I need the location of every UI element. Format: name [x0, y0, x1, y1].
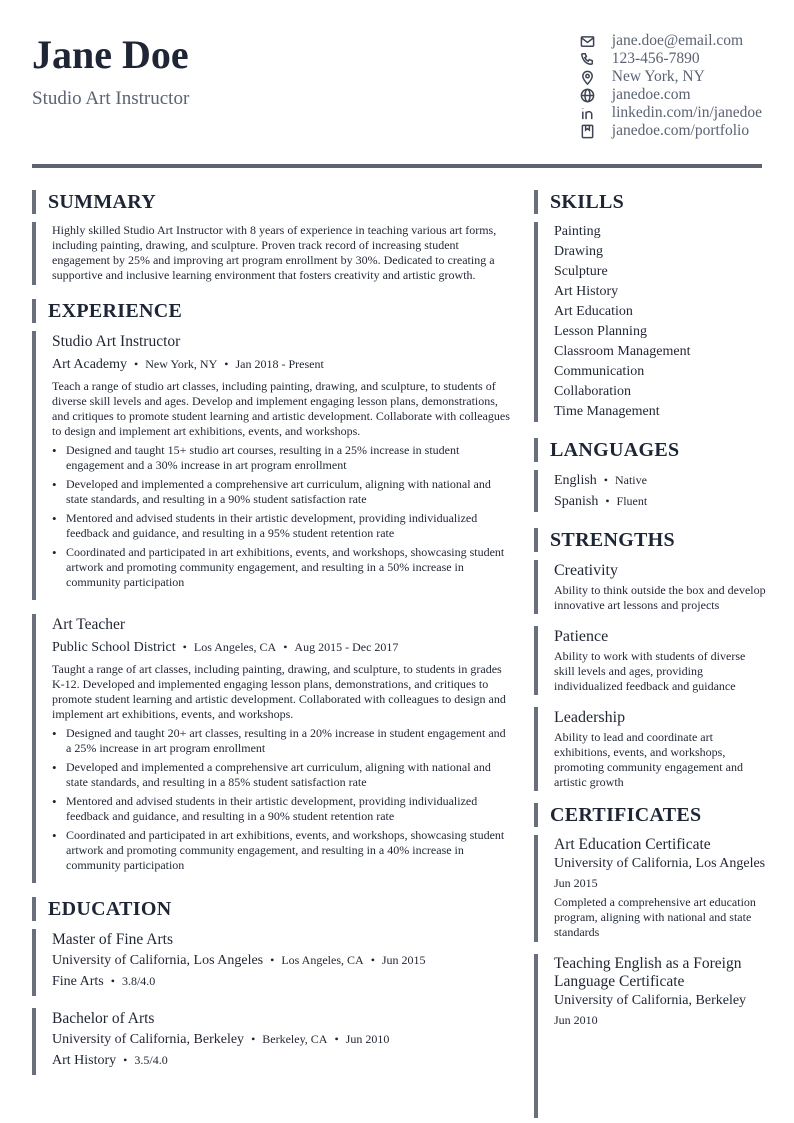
left-column [32, 190, 512, 1087]
language-item [554, 491, 766, 512]
skill-item: Art Education [554, 304, 633, 319]
job-dates: Aug 2015 - Dec 2017 [294, 640, 399, 654]
strength-description: Ability to think outside the box and develop innovative art lessons and projects [554, 583, 766, 612]
certificate-entry [534, 835, 766, 942]
school-location: Los Angeles, CA [281, 953, 364, 967]
job-meta [52, 637, 512, 658]
certificate-description: Completed a comprehensive art education program, aligning with national and state standards [554, 895, 756, 939]
strength-title: Patience [554, 628, 609, 645]
contact-location [580, 68, 762, 86]
separator-dot: • [603, 473, 608, 487]
school-location: Berkeley, CA [262, 1032, 328, 1046]
globe-icon [580, 87, 596, 103]
skill-item: Painting [554, 224, 601, 239]
language-level: Fluent [616, 494, 648, 508]
separator-dot: • [334, 1032, 339, 1046]
gpa: 3.8/4.0 [121, 974, 156, 988]
separator-dot: • [224, 357, 229, 371]
certificate-date: Jun 2015 [554, 876, 598, 890]
contact-website[interactable] [580, 86, 762, 104]
strength-entry [534, 560, 766, 614]
contact-location-text: New York, NY [611, 68, 705, 85]
strength-description: Ability to work with students of diverse skill levels and ages, providing individualized feedback and guidance [554, 649, 746, 693]
candidate-name: Jane Doe [32, 32, 189, 77]
achievement-item: • Mentored and advised students in their artistic development, providing individualized feedback and guidance, and resulting in a 95% student retention rate [52, 511, 512, 541]
skill-item: Lesson Planning [554, 324, 647, 339]
field-of-study: Art History [52, 1053, 117, 1068]
gpa: 3.5/4.0 [134, 1053, 168, 1067]
job-company: Art Academy [52, 357, 128, 372]
job-description: Taught a range of art classes, including painting, drawing, and sculpture, to students in grades K-12. Developed and implemented engaging lesson plans, demonstrations, and critiques to promote student learning and artistic development. Collaborated with colleagues to design and implement art exhibitions, events, and workshops. [52, 662, 506, 721]
job-title: Art Teacher [52, 616, 126, 633]
job-title: Studio Art Instructor [52, 333, 181, 350]
job-description: Teach a range of studio art classes, including painting, drawing, and sculpture, to students of diverse skill levels and ages. Develop and implement engaging lesson plans, demonstrations, and critiques to promote student learning and artistic development. Collaborate with colleagues to design and implement art exhibitions, events, and workshops. [52, 379, 510, 438]
education-heading: EDUCATION [32, 897, 512, 921]
experience-heading: EXPERIENCE [32, 299, 512, 323]
job-achievements [52, 726, 512, 873]
job-location: Los Angeles, CA [193, 640, 277, 654]
summary-text: Highly skilled Studio Art Instructor with 8 years of experience in teaching various art forms, including painting, drawing, and sculpture. Proven track record of increasing student engagement by 25% and improving art program enrollment by 30%. Dedicated to creating a supportive and inclusive learning environment that fosters creativity and artistic growth. [32, 222, 512, 285]
graduation-date: Jun 2010 [345, 1032, 390, 1046]
contact-linkedin-text: linkedin.com/in/janedoe [611, 104, 762, 121]
skill-item: Sculpture [554, 264, 608, 279]
skill-item: Time Management [554, 404, 660, 419]
education-entry [32, 1008, 512, 1075]
achievement-item: • Coordinated and participated in art exhibitions, events, and workshops, showcasing student artwork and promoting community engagement, and resulting in a 50% increase in community participation [52, 545, 512, 590]
header-divider [32, 164, 762, 168]
contact-list [580, 32, 762, 140]
education-meta [52, 1029, 512, 1050]
strength-description: Ability to lead and coordinate art exhibitions, events, and workshops, promoting community engagement and artistic growth [554, 730, 743, 789]
contact-email[interactable] [580, 32, 762, 50]
contact-email-text: jane.doe@email.com [611, 32, 744, 49]
strength-entry [534, 626, 766, 695]
job-achievements [52, 443, 512, 590]
language-name: Spanish [554, 494, 599, 509]
experience-entry [32, 331, 512, 600]
achievement-item: • Mentored and advised students in their artistic development, providing individualized feedback and guidance, and resulting in a 90% student retention rate [52, 794, 512, 824]
location-pin-icon [580, 69, 596, 85]
languages-list [534, 470, 766, 512]
bookmark-icon [580, 123, 596, 139]
field-of-study: Fine Arts [52, 974, 104, 989]
achievement-item: • Developed and implemented a comprehensive art curriculum, aligning with national and state standards, and resulting in a 90% student satisfaction rate [52, 477, 512, 507]
summary-heading: SUMMARY [32, 190, 512, 214]
skill-item: Classroom Management [554, 344, 691, 359]
school-name: University of California, Los Angeles [52, 953, 264, 968]
skills-list [534, 222, 766, 422]
languages-heading: LANGUAGES [534, 438, 766, 462]
job-location: New York, NY [145, 357, 218, 371]
phone-icon [580, 51, 596, 67]
achievement-item: • Coordinated and participated in art exhibitions, events, and workshops, showcasing student artwork and promoting community engagement, and resulting in a 40% increase in community participation [52, 828, 512, 873]
contact-portfolio[interactable] [580, 122, 762, 140]
contact-website-text: janedoe.com [611, 86, 691, 103]
contact-linkedin[interactable] [580, 104, 762, 122]
degree-title: Bachelor of Arts [52, 1010, 155, 1027]
certificates-heading: CERTIFICATES [534, 803, 766, 827]
separator-dot: • [182, 640, 187, 654]
contact-portfolio-text: janedoe.com/portfolio [611, 122, 750, 139]
strengths-heading: STRENGTHS [534, 528, 766, 552]
separator-dot: • [123, 1053, 128, 1067]
right-column [534, 190, 766, 1123]
achievement-item: • Designed and taught 15+ studio art courses, resulting in a 25% increase in student engagement and a 30% increase in art program enrollment [52, 443, 512, 473]
resume-header [32, 30, 762, 150]
experience-entry [32, 614, 512, 883]
certificate-date: Jun 2010 [554, 1013, 598, 1027]
skills-heading: SKILLS [534, 190, 766, 214]
strength-title: Leadership [554, 709, 626, 726]
achievement-item: • Designed and taught 20+ art classes, resulting in a 20% increase in student engagement and a 25% increase in art program enrollment [52, 726, 512, 756]
degree-title: Master of Fine Arts [52, 931, 173, 948]
skill-item: Collaboration [554, 384, 631, 399]
separator-dot: • [270, 953, 275, 967]
certificate-title: Art Education Certificate [554, 836, 711, 853]
education-meta [52, 950, 512, 971]
separator-dot: • [110, 974, 115, 988]
achievement-item: • Developed and implemented a comprehensive art curriculum, aligning with national and state standards, and resulting in a 85% student satisfaction rate [52, 760, 512, 790]
education-entry [32, 929, 512, 996]
language-item [554, 470, 766, 491]
certificate-title: Teaching English as a Foreign Language Certificate [554, 955, 742, 990]
contact-phone[interactable] [580, 50, 762, 68]
certificate-issuer: University of California, Los Angeles [554, 856, 766, 871]
skill-item: Drawing [554, 244, 603, 259]
separator-dot: • [370, 953, 375, 967]
strength-title: Creativity [554, 562, 618, 579]
job-company: Public School District [52, 640, 176, 655]
separator-dot: • [251, 1032, 256, 1046]
linkedin-icon [580, 105, 596, 121]
skill-item: Communication [554, 364, 645, 379]
graduation-date: Jun 2015 [381, 953, 426, 967]
education-field [52, 1050, 512, 1071]
certificate-issuer: University of California, Berkeley [554, 993, 747, 1008]
job-dates: Jan 2018 - Present [235, 357, 324, 371]
candidate-title: Studio Art Instructor [32, 88, 190, 109]
separator-dot: • [283, 640, 288, 654]
education-field [52, 971, 512, 992]
school-name: University of California, Berkeley [52, 1032, 245, 1047]
job-meta [52, 354, 512, 375]
separator-dot: • [134, 357, 139, 371]
language-level: Native [614, 473, 647, 487]
separator-dot: • [605, 494, 610, 508]
certificate-entry [534, 954, 766, 1118]
envelope-icon [580, 33, 596, 49]
contact-phone-text: 123-456-7890 [611, 50, 700, 67]
strength-entry [534, 707, 766, 791]
skill-item: Art History [554, 284, 619, 299]
language-name: English [554, 473, 597, 488]
